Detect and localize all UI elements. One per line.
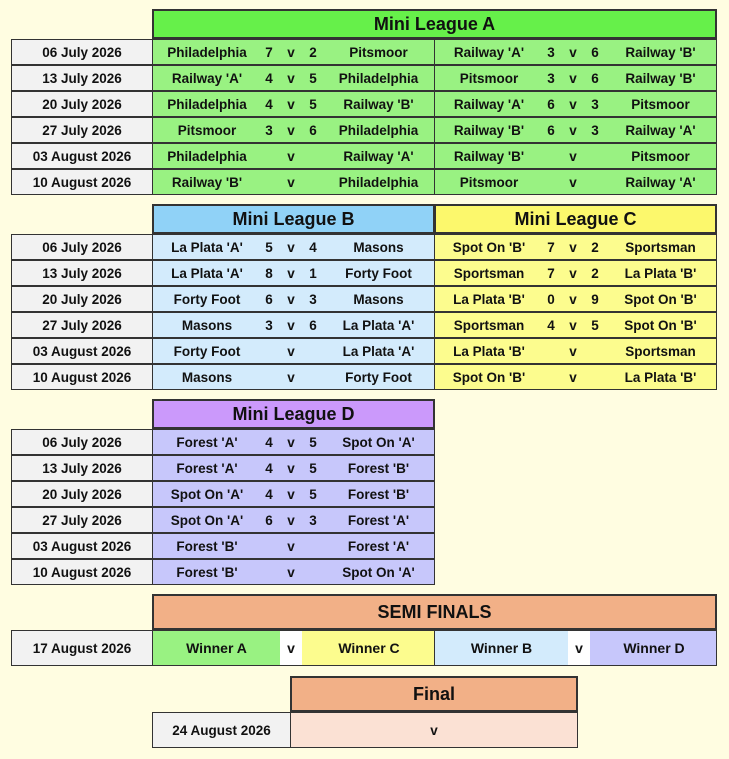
home-score: 4 xyxy=(265,96,273,112)
final-match xyxy=(290,712,578,748)
home-team: La Plata 'B' xyxy=(453,343,525,359)
home-team: Forest 'A' xyxy=(176,460,238,476)
home-team: Pitsmoor xyxy=(459,70,519,86)
away-score: 2 xyxy=(591,265,599,281)
semi-2-away: Winner D xyxy=(590,631,717,665)
league-a-fixture xyxy=(152,143,435,169)
league-d-fixture xyxy=(152,533,435,559)
away-team: Spot On 'A' xyxy=(342,434,415,450)
home-team: Railway 'B' xyxy=(171,174,243,190)
home-team: Railway 'B' xyxy=(453,148,525,164)
home-team: Spot On 'A' xyxy=(170,512,244,528)
home-score xyxy=(543,144,559,168)
home-score xyxy=(261,534,277,558)
versus: v xyxy=(287,70,295,86)
semi-finals-header xyxy=(152,594,717,630)
home-score: 7 xyxy=(547,265,555,281)
home-team: La Plata 'A' xyxy=(171,265,243,281)
fixture-date: 27 July 2026 xyxy=(11,117,153,143)
away-score: 6 xyxy=(591,70,599,86)
versus: v xyxy=(569,70,577,86)
home-team: Spot On 'B' xyxy=(452,369,526,385)
away-team: Railway 'B' xyxy=(343,96,414,112)
away-score: 9 xyxy=(591,291,599,307)
home-team: Pitsmoor xyxy=(177,122,237,138)
home-score: 4 xyxy=(265,486,273,502)
fixture-date: 13 July 2026 xyxy=(11,455,153,481)
home-score xyxy=(261,365,277,389)
away-team: Railway 'A' xyxy=(343,148,414,164)
versus: v xyxy=(287,538,295,554)
league-d-fixture xyxy=(152,507,435,533)
away-score: 6 xyxy=(309,317,317,333)
league-a-fixture xyxy=(152,91,435,117)
home-score: 7 xyxy=(547,239,555,255)
semi-1-away: Winner C xyxy=(302,631,435,665)
away-score xyxy=(587,339,603,363)
away-score: 1 xyxy=(309,265,317,281)
home-team: Pitsmoor xyxy=(459,174,519,190)
league-a-fixture xyxy=(434,117,717,143)
versus: v xyxy=(287,369,295,385)
away-score xyxy=(305,534,321,558)
semi-final-match-1 xyxy=(152,630,435,666)
versus: v xyxy=(287,265,295,281)
home-score: 6 xyxy=(265,512,273,528)
away-score xyxy=(587,170,603,194)
versus: v xyxy=(569,44,577,60)
semi-finals-date: 17 August 2026 xyxy=(11,630,153,666)
home-team: Forest 'B' xyxy=(176,538,238,554)
fixture-date: 20 July 2026 xyxy=(11,91,153,117)
league-b-fixture xyxy=(152,234,435,260)
away-team: La Plata 'B' xyxy=(624,369,697,385)
versus: v xyxy=(569,174,577,190)
league-c-fixture xyxy=(434,260,717,286)
league-a-fixture xyxy=(152,117,435,143)
away-score xyxy=(305,144,321,168)
league-a-fixture xyxy=(152,65,435,91)
league-a-title: Mini League A xyxy=(373,13,496,34)
home-score xyxy=(261,339,277,363)
semi-1-home: Winner A xyxy=(153,631,280,665)
league-b-fixture xyxy=(152,286,435,312)
fixture-date: 06 July 2026 xyxy=(11,234,153,260)
league-b-fixture xyxy=(152,338,435,364)
final-date: 24 August 2026 xyxy=(152,712,291,748)
league-c-fixture xyxy=(434,286,717,312)
away-team: Forest 'A' xyxy=(347,538,410,554)
away-score: 3 xyxy=(591,122,599,138)
versus: v xyxy=(287,239,295,255)
away-team: Pitsmoor xyxy=(631,96,690,112)
home-score: 8 xyxy=(265,265,273,281)
home-score: 6 xyxy=(547,122,555,138)
fixture-date: 10 August 2026 xyxy=(11,559,153,585)
league-b-fixture xyxy=(152,312,435,338)
league-a-fixture xyxy=(152,39,435,65)
home-score: 3 xyxy=(265,317,273,333)
home-team: Railway 'A' xyxy=(453,44,525,60)
away-team: Spot On 'B' xyxy=(624,317,697,333)
home-score xyxy=(543,170,559,194)
away-score xyxy=(305,560,321,584)
home-score: 3 xyxy=(547,44,555,60)
home-team: Railway 'B' xyxy=(453,122,525,138)
league-a-fixture xyxy=(434,39,717,65)
home-score: 7 xyxy=(265,44,273,60)
final-title: Final xyxy=(412,683,455,704)
home-score: 5 xyxy=(265,239,273,255)
home-score xyxy=(261,144,277,168)
fixture-date: 13 July 2026 xyxy=(11,260,153,286)
away-team: Railway 'B' xyxy=(625,70,696,86)
league-a-fixture xyxy=(152,169,435,195)
home-score: 4 xyxy=(265,434,273,450)
league-c-fixture xyxy=(434,364,717,390)
home-score: 4 xyxy=(265,460,273,476)
versus: v xyxy=(287,317,295,333)
away-team: Philadelphia xyxy=(338,70,419,86)
away-team: Railway 'A' xyxy=(625,122,696,138)
away-score: 5 xyxy=(309,70,317,86)
away-score: 5 xyxy=(309,434,317,450)
away-team: Pitsmoor xyxy=(631,148,690,164)
league-d-title: Mini League D xyxy=(232,403,355,424)
home-team: Sportsman xyxy=(453,317,525,333)
league-b-fixture xyxy=(152,364,435,390)
home-team: Spot On 'A' xyxy=(170,486,244,502)
home-team: Forest 'A' xyxy=(176,434,238,450)
league-c-header xyxy=(434,204,717,234)
versus: v xyxy=(287,148,295,164)
away-team: La Plata 'B' xyxy=(624,265,697,281)
home-team: Philadelphia xyxy=(167,148,247,164)
away-team: Masons xyxy=(353,239,404,255)
home-team: Philadelphia xyxy=(167,96,247,112)
semi-2-home: Winner B xyxy=(435,631,568,665)
away-team: Forty Foot xyxy=(345,369,412,385)
home-score: 3 xyxy=(547,70,555,86)
home-team: Masons xyxy=(181,317,233,333)
versus: v xyxy=(569,291,577,307)
away-score: 3 xyxy=(591,96,599,112)
fixture-date: 20 July 2026 xyxy=(11,286,153,312)
home-score xyxy=(261,170,277,194)
semi-finals-title: SEMI FINALS xyxy=(377,601,492,622)
home-score: 4 xyxy=(547,317,555,333)
away-team: Philadelphia xyxy=(338,122,419,138)
fixture-date: 03 August 2026 xyxy=(11,533,153,559)
versus: v xyxy=(569,122,577,138)
versus: v xyxy=(287,44,295,60)
semi-2-v: v xyxy=(568,631,590,665)
league-c-fixture xyxy=(434,312,717,338)
home-team: La Plata 'B' xyxy=(453,291,525,307)
versus: v xyxy=(287,174,295,190)
away-team: Sportsman xyxy=(625,239,696,255)
versus: v xyxy=(287,460,295,476)
league-c-fixture xyxy=(434,234,717,260)
versus: v xyxy=(569,317,577,333)
away-team: Masons xyxy=(353,291,404,307)
fixture-date: 03 August 2026 xyxy=(11,143,153,169)
fixture-date: 06 July 2026 xyxy=(11,39,153,65)
versus: v xyxy=(569,265,577,281)
away-team: Forest 'B' xyxy=(347,460,410,476)
versus: v xyxy=(287,291,295,307)
away-team: Forest 'A' xyxy=(347,512,410,528)
home-score: 6 xyxy=(547,96,555,112)
home-team: La Plata 'A' xyxy=(171,239,243,255)
final-v: v xyxy=(430,722,438,738)
league-d-fixture xyxy=(152,481,435,507)
fixture-date: 13 July 2026 xyxy=(11,65,153,91)
away-score: 6 xyxy=(591,44,599,60)
league-a-fixture xyxy=(434,169,717,195)
versus: v xyxy=(569,369,577,385)
away-score: 4 xyxy=(309,239,317,255)
away-score: 2 xyxy=(591,239,599,255)
league-a-fixture xyxy=(434,143,717,169)
away-score: 5 xyxy=(309,486,317,502)
league-c-title: Mini League C xyxy=(514,208,637,229)
versus: v xyxy=(287,343,295,359)
away-team: Sportsman xyxy=(625,343,696,359)
away-team: Railway 'A' xyxy=(625,174,696,190)
home-team: Spot On 'B' xyxy=(452,239,526,255)
home-team: Forty Foot xyxy=(173,343,241,359)
fixture-date: 20 July 2026 xyxy=(11,481,153,507)
home-team: Philadelphia xyxy=(167,44,247,60)
away-score: 2 xyxy=(309,44,317,60)
home-score xyxy=(543,339,559,363)
fixture-date: 10 August 2026 xyxy=(11,364,153,390)
fixture-date: 27 July 2026 xyxy=(11,312,153,338)
versus: v xyxy=(287,486,295,502)
home-team: Railway 'A' xyxy=(171,70,243,86)
versus: v xyxy=(569,343,577,359)
away-team: La Plata 'A' xyxy=(342,317,415,333)
league-d-fixture xyxy=(152,455,435,481)
away-team: Forty Foot xyxy=(345,265,412,281)
away-score: 3 xyxy=(309,512,317,528)
league-d-fixture xyxy=(152,429,435,455)
fixture-date: 03 August 2026 xyxy=(11,338,153,364)
home-score: 3 xyxy=(265,122,273,138)
league-a-header xyxy=(152,9,717,39)
away-score: 3 xyxy=(309,291,317,307)
home-team: Forty Foot xyxy=(173,291,241,307)
away-score: 5 xyxy=(309,96,317,112)
league-d-header xyxy=(152,399,435,429)
league-b-header xyxy=(152,204,435,234)
home-team: Masons xyxy=(181,369,233,385)
away-score xyxy=(305,170,321,194)
away-team: Pitsmoor xyxy=(349,44,408,60)
league-b-fixture xyxy=(152,260,435,286)
away-team: La Plata 'A' xyxy=(342,343,415,359)
league-c-fixture xyxy=(434,338,717,364)
home-score: 0 xyxy=(547,291,555,307)
away-team: Railway 'B' xyxy=(625,44,696,60)
home-score xyxy=(543,365,559,389)
semi-final-match-2 xyxy=(434,630,717,666)
versus: v xyxy=(287,564,295,580)
league-a-fixture xyxy=(434,91,717,117)
home-score xyxy=(261,560,277,584)
away-team: Spot On 'A' xyxy=(342,564,415,580)
away-score xyxy=(587,365,603,389)
league-b-title: Mini League B xyxy=(232,208,355,229)
semi-1-v: v xyxy=(280,631,302,665)
home-score: 6 xyxy=(265,291,273,307)
home-team: Sportsman xyxy=(453,265,525,281)
away-score: 6 xyxy=(309,122,317,138)
away-score: 5 xyxy=(591,317,599,333)
away-score: 5 xyxy=(309,460,317,476)
versus: v xyxy=(287,96,295,112)
away-team: Forest 'B' xyxy=(347,486,410,502)
away-team: Philadelphia xyxy=(338,174,419,190)
home-score: 4 xyxy=(265,70,273,86)
versus: v xyxy=(287,434,295,450)
away-team: Spot On 'B' xyxy=(624,291,697,307)
away-score xyxy=(305,339,321,363)
league-a-fixture xyxy=(434,65,717,91)
fixture-date: 10 August 2026 xyxy=(11,169,153,195)
versus: v xyxy=(569,148,577,164)
league-d-fixture xyxy=(152,559,435,585)
away-score xyxy=(305,365,321,389)
versus: v xyxy=(287,122,295,138)
fixture-date: 27 July 2026 xyxy=(11,507,153,533)
final-header xyxy=(290,676,578,712)
home-team: Forest 'B' xyxy=(176,564,238,580)
home-team: Railway 'A' xyxy=(453,96,525,112)
versus: v xyxy=(569,96,577,112)
fixture-date: 06 July 2026 xyxy=(11,429,153,455)
away-score xyxy=(587,144,603,168)
versus: v xyxy=(287,512,295,528)
versus: v xyxy=(569,239,577,255)
